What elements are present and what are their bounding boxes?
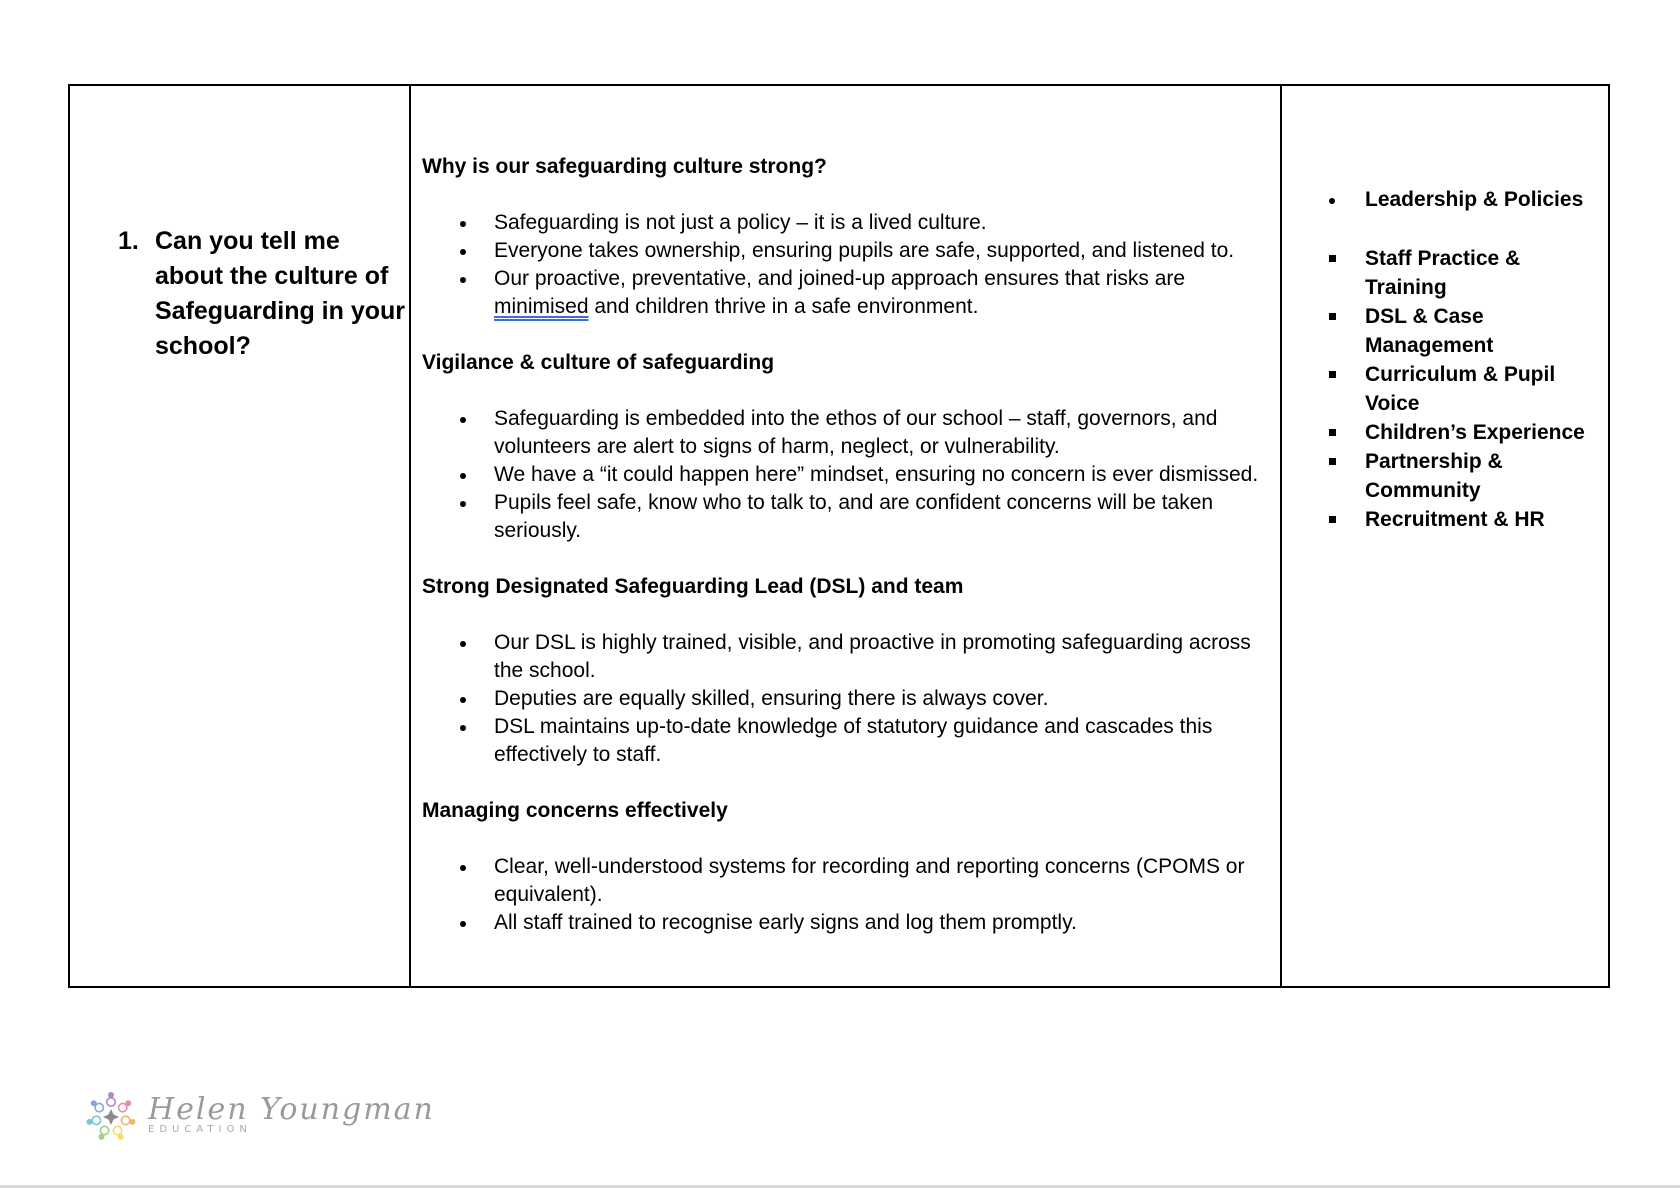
section-heading: Managing concerns effectively xyxy=(422,799,728,822)
logo-person-body xyxy=(92,1116,100,1124)
focus-area-item: Leadership & Policies xyxy=(1322,186,1598,214)
bullet-item: All staff trained to recognise early signs and log them promptly. xyxy=(422,909,1270,937)
focus-area-item: Recruitment & HR xyxy=(1322,505,1598,534)
logo-person-body xyxy=(121,1116,129,1124)
content-table xyxy=(68,84,1610,988)
bullet-item: Clear, well-understood systems for recording and reporting concerns (CPOMS or equivalent). xyxy=(422,853,1270,909)
logo-name: Helen Youngman xyxy=(148,1092,435,1127)
bullet-text: Our proactive, preventative, and joined-up approach ensures that risks are xyxy=(494,267,1186,290)
bullet-list xyxy=(422,629,1270,769)
spellcheck-word[interactable]: minimised xyxy=(494,295,589,318)
section-heading: Strong Designated Safeguarding Lead (DSL) and team xyxy=(422,575,964,598)
logo-person-body xyxy=(119,1103,127,1111)
question-number: 1. xyxy=(118,227,139,255)
focus-area-item: Children’s Experience xyxy=(1322,418,1598,447)
bullet-item: Safeguarding is embedded into the ethos of our school – staff, governors, and volunteers are alert to signs of harm, neglect, or vulnerability. xyxy=(422,405,1270,461)
bullet-item: We have a “it could happen here” mindset, ensuring no concern is ever dismissed. xyxy=(422,461,1270,489)
answer-cell xyxy=(411,86,1282,986)
logo-person-body xyxy=(95,1103,103,1111)
question-cell xyxy=(70,86,411,986)
logo-person-body xyxy=(107,1098,115,1106)
question-text: Can you tell me about the culture of Safeguarding in your school? xyxy=(155,227,406,360)
logo-person-body xyxy=(113,1126,121,1134)
focus-area-item: DSL & Case Management xyxy=(1322,302,1598,360)
people-circle-logo-icon xyxy=(84,1090,138,1144)
focus-area-item: Staff Practice & Training xyxy=(1322,244,1598,302)
section-heading: Vigilance & culture of safeguarding xyxy=(422,351,775,374)
bullet-list xyxy=(422,405,1270,545)
bullet-item: DSL maintains up-to-date knowledge of statutory guidance and cascades this effectively to staff. xyxy=(422,713,1270,769)
focus-area-item: Partnership & Community xyxy=(1322,447,1598,505)
focus-area-list xyxy=(1322,244,1598,534)
section-heading: Why is our safeguarding culture strong? xyxy=(422,155,827,178)
question xyxy=(118,224,408,364)
bullet-item: Everyone takes ownership, ensuring pupils are safe, supported, and listened to. xyxy=(422,237,1270,265)
logo-wordmark xyxy=(148,1094,435,1135)
focus-areas xyxy=(1322,186,1598,534)
logo-subtitle: EDUCATION xyxy=(148,1124,252,1135)
bullet-text: and children thrive in a safe environment. xyxy=(588,295,979,318)
focus-areas-cell xyxy=(1282,86,1608,986)
bullet-list xyxy=(422,853,1270,937)
answer-content xyxy=(422,153,1270,937)
bullet-list xyxy=(422,209,1270,321)
bullet-item xyxy=(422,265,1270,321)
bullet-item: Pupils feel safe, know who to talk to, and are confident concerns will be taken seriously. xyxy=(422,489,1270,545)
focus-area-item: Curriculum & Pupil Voice xyxy=(1322,360,1598,418)
logo-person-body xyxy=(100,1126,108,1134)
bullet-item: Safeguarding is not just a policy – it is a lived culture. xyxy=(422,209,1270,237)
bullet-item: Our DSL is highly trained, visible, and proactive in promoting safeguarding across the school. xyxy=(422,629,1270,685)
bullet-item: Deputies are equally skilled, ensuring there is always cover. xyxy=(422,685,1270,713)
company-logo xyxy=(84,1090,435,1144)
